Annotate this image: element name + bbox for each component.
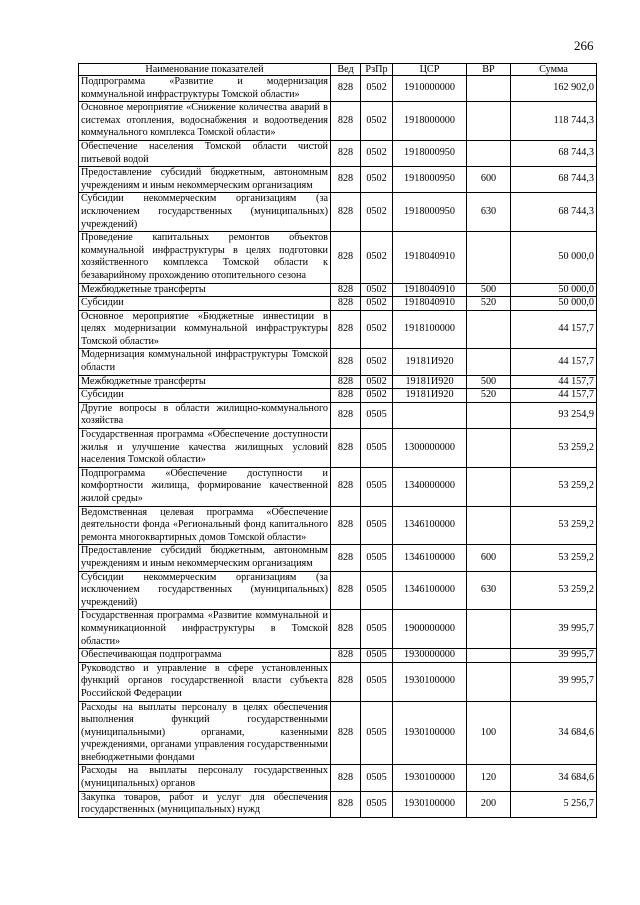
row-ved: 828 (331, 649, 361, 663)
row-sum: 44 157,7 (511, 310, 597, 349)
row-sum: 53 259,2 (511, 545, 597, 571)
table-body (79, 76, 597, 818)
row-sum: 50 000,0 (511, 283, 597, 297)
row-vr: 600 (467, 545, 511, 571)
row-ved: 828 (331, 167, 361, 193)
row-ved: 828 (331, 701, 361, 765)
table-row (79, 375, 597, 389)
row-ved: 828 (331, 76, 361, 102)
row-vr (467, 610, 511, 649)
row-name: Расходы на выплаты персоналу в целях обеспечения выполнения функций государственными (муниципальными) органами, казенными учреждениями, органами управления государственными внебюджетными фондами (79, 701, 331, 765)
row-csr: 1918000950 (393, 193, 467, 232)
row-sum: 50 000,0 (511, 297, 597, 311)
table-row (79, 402, 597, 428)
row-ved: 828 (331, 402, 361, 428)
row-vr (467, 140, 511, 166)
row-rzpr: 0505 (361, 701, 393, 765)
row-csr: 19181И920 (393, 349, 467, 375)
table-row (79, 791, 597, 817)
row-ved: 828 (331, 389, 361, 403)
row-vr: 600 (467, 167, 511, 193)
header-sum: Сумма (511, 64, 597, 76)
row-csr: 1930100000 (393, 765, 467, 791)
table-row (79, 649, 597, 663)
row-vr: 120 (467, 765, 511, 791)
row-ved: 828 (331, 506, 361, 545)
row-csr: 1918040910 (393, 232, 467, 283)
row-rzpr: 0502 (361, 193, 393, 232)
row-sum: 53 259,2 (511, 571, 597, 610)
row-csr: 1918040910 (393, 283, 467, 297)
row-name: Проведение капитальных ремонтов объектов коммунальной инфраструктуры в целях подготовки хозяйственного комплекса Томской области к безаварийному прохождению отопительного сезона (79, 232, 331, 283)
row-vr (467, 662, 511, 701)
row-rzpr: 0502 (361, 389, 393, 403)
table-row (79, 545, 597, 571)
row-vr (467, 649, 511, 663)
row-rzpr: 0505 (361, 402, 393, 428)
row-ved: 828 (331, 791, 361, 817)
table-row (79, 76, 597, 102)
budget-table (78, 63, 597, 818)
row-sum: 68 744,3 (511, 193, 597, 232)
row-csr: 1918000950 (393, 167, 467, 193)
row-ved: 828 (331, 297, 361, 311)
row-ved: 828 (331, 545, 361, 571)
row-rzpr: 0502 (361, 76, 393, 102)
row-sum: 53 259,2 (511, 467, 597, 506)
row-csr: 1918000000 (393, 102, 467, 141)
row-csr: 1300000000 (393, 429, 467, 468)
table-row (79, 310, 597, 349)
row-name: Ведомственная целевая программа «Обеспечение деятельности фонда «Региональный фонд капитального ремонта многоквартирных домов Томской области» (79, 506, 331, 545)
row-sum: 118 744,3 (511, 102, 597, 141)
row-name: Основное мероприятие «Снижение количества аварий в системах отопления, водоснабжения и водоотведения коммунального комплекса Томской области» (79, 102, 331, 141)
row-csr: 1910000000 (393, 76, 467, 102)
row-vr (467, 506, 511, 545)
row-csr: 1930000000 (393, 649, 467, 663)
row-sum: 44 157,7 (511, 389, 597, 403)
table-row (79, 283, 597, 297)
table-row (79, 389, 597, 403)
row-sum: 39 995,7 (511, 662, 597, 701)
row-vr: 630 (467, 193, 511, 232)
row-name: Расходы на выплаты персоналу государственных (муниципальных) органов (79, 765, 331, 791)
row-name: Подпрограмма «Обеспечение доступности и комфортности жилища, формирование качественной жилой среды» (79, 467, 331, 506)
row-vr: 500 (467, 283, 511, 297)
row-ved: 828 (331, 232, 361, 283)
row-sum: 68 744,3 (511, 167, 597, 193)
row-rzpr: 0505 (361, 610, 393, 649)
header-rzpr: РзПр (361, 64, 393, 76)
row-ved: 828 (331, 429, 361, 468)
row-sum: 39 995,7 (511, 610, 597, 649)
header-name: Наименование показателей (79, 64, 331, 76)
row-vr (467, 310, 511, 349)
row-sum: 53 259,2 (511, 506, 597, 545)
row-rzpr: 0502 (361, 375, 393, 389)
row-csr: 1918000950 (393, 140, 467, 166)
row-vr: 520 (467, 297, 511, 311)
row-name: Субсидии некоммерческим организациям (за исключением государственных (муниципальных) учреждений) (79, 571, 331, 610)
row-csr: 1930100000 (393, 791, 467, 817)
table-row (79, 167, 597, 193)
row-ved: 828 (331, 193, 361, 232)
table-row (79, 765, 597, 791)
row-rzpr: 0502 (361, 232, 393, 283)
row-name: Межбюджетные трансферты (79, 283, 331, 297)
row-name: Другие вопросы в области жилищно-коммунального хозяйства (79, 402, 331, 428)
row-name: Закупка товаров, работ и услуг для обеспечения государственных (муниципальных) нужд (79, 791, 331, 817)
row-rzpr: 0505 (361, 649, 393, 663)
row-sum: 44 157,7 (511, 349, 597, 375)
row-csr: 1346100000 (393, 545, 467, 571)
row-csr: 1930100000 (393, 662, 467, 701)
row-vr (467, 232, 511, 283)
row-csr: 1930100000 (393, 701, 467, 765)
header-vr: ВР (467, 64, 511, 76)
row-csr: 19181И920 (393, 375, 467, 389)
row-name: Обеспечивающая подпрограмма (79, 649, 331, 663)
table-row (79, 102, 597, 141)
table-row (79, 506, 597, 545)
row-csr (393, 402, 467, 428)
row-ved: 828 (331, 349, 361, 375)
row-rzpr: 0502 (361, 102, 393, 141)
row-ved: 828 (331, 662, 361, 701)
row-rzpr: 0505 (361, 506, 393, 545)
row-rzpr: 0505 (361, 429, 393, 468)
row-ved: 828 (331, 102, 361, 141)
row-name: Субсидии (79, 297, 331, 311)
row-csr: 1346100000 (393, 571, 467, 610)
row-name: Субсидии (79, 389, 331, 403)
table-row (79, 467, 597, 506)
row-csr: 1346100000 (393, 506, 467, 545)
header-ved: Вед (331, 64, 361, 76)
row-ved: 828 (331, 375, 361, 389)
table-row (79, 297, 597, 311)
row-name: Государственная программа «Обеспечение доступности жилья и улучшение качества жилищных условий населения Томской области» (79, 429, 331, 468)
row-csr: 1918040910 (393, 297, 467, 311)
row-ved: 828 (331, 467, 361, 506)
row-vr (467, 349, 511, 375)
row-vr: 200 (467, 791, 511, 817)
row-rzpr: 0502 (361, 140, 393, 166)
row-rzpr: 0502 (361, 283, 393, 297)
row-name: Основное мероприятие «Бюджетные инвестиции в целях модернизации коммунальной инфраструктуры Томской области» (79, 310, 331, 349)
row-csr: 1918100000 (393, 310, 467, 349)
row-rzpr: 0505 (361, 662, 393, 701)
row-rzpr: 0502 (361, 310, 393, 349)
table-row (79, 429, 597, 468)
table-header-row (79, 64, 597, 76)
row-name: Обеспечение населения Томской области чистой питьевой водой (79, 140, 331, 166)
row-ved: 828 (331, 140, 361, 166)
table-row (79, 349, 597, 375)
header-csr: ЦСР (393, 64, 467, 76)
row-name: Модернизация коммунальной инфраструктуры Томской области (79, 349, 331, 375)
row-vr: 630 (467, 571, 511, 610)
row-name: Субсидии некоммерческим организациям (за исключением государственных (муниципальных) учреждений) (79, 193, 331, 232)
row-csr: 1340000000 (393, 467, 467, 506)
row-sum: 162 902,0 (511, 76, 597, 102)
table-row (79, 662, 597, 701)
row-vr (467, 429, 511, 468)
row-ved: 828 (331, 610, 361, 649)
row-name: Государственная программа «Развитие коммунальной и коммуникационной инфраструктуры в Томской области» (79, 610, 331, 649)
table-row (79, 701, 597, 765)
row-rzpr: 0505 (361, 765, 393, 791)
row-sum: 5 256,7 (511, 791, 597, 817)
row-ved: 828 (331, 765, 361, 791)
row-ved: 828 (331, 283, 361, 297)
row-name: Предоставление субсидий бюджетным, автономным учреждениям и иным некоммерческим организациям (79, 545, 331, 571)
row-rzpr: 0505 (361, 571, 393, 610)
row-ved: 828 (331, 310, 361, 349)
row-sum: 68 744,3 (511, 140, 597, 166)
row-sum: 93 254,9 (511, 402, 597, 428)
row-rzpr: 0502 (361, 349, 393, 375)
row-rzpr: 0505 (361, 791, 393, 817)
row-rzpr: 0502 (361, 297, 393, 311)
row-sum: 53 259,2 (511, 429, 597, 468)
row-vr (467, 102, 511, 141)
row-vr: 100 (467, 701, 511, 765)
page-number: 266 (574, 38, 594, 53)
row-csr: 19181И920 (393, 389, 467, 403)
row-sum: 34 684,6 (511, 701, 597, 765)
row-vr (467, 467, 511, 506)
row-sum: 50 000,0 (511, 232, 597, 283)
row-vr: 520 (467, 389, 511, 403)
row-name: Подпрограмма «Развитие и модернизация коммунальной инфраструктуры Томской области» (79, 76, 331, 102)
row-sum: 39 995,7 (511, 649, 597, 663)
row-name: Руководство и управление в сфере установленных функций органов государственной власти субъекта Российской Федерации (79, 662, 331, 701)
row-rzpr: 0502 (361, 167, 393, 193)
table-row (79, 232, 597, 283)
row-csr: 1900000000 (393, 610, 467, 649)
table-row (79, 193, 597, 232)
row-rzpr: 0505 (361, 545, 393, 571)
row-name: Предоставление субсидий бюджетным, автономным учреждениям и иным некоммерческим организациям (79, 167, 331, 193)
row-rzpr: 0505 (361, 467, 393, 506)
table-row (79, 571, 597, 610)
table-row (79, 140, 597, 166)
row-vr (467, 76, 511, 102)
row-sum: 34 684,6 (511, 765, 597, 791)
row-sum: 44 157,7 (511, 375, 597, 389)
row-ved: 828 (331, 571, 361, 610)
row-name: Межбюджетные трансферты (79, 375, 331, 389)
table-row (79, 610, 597, 649)
row-vr (467, 402, 511, 428)
row-vr: 500 (467, 375, 511, 389)
